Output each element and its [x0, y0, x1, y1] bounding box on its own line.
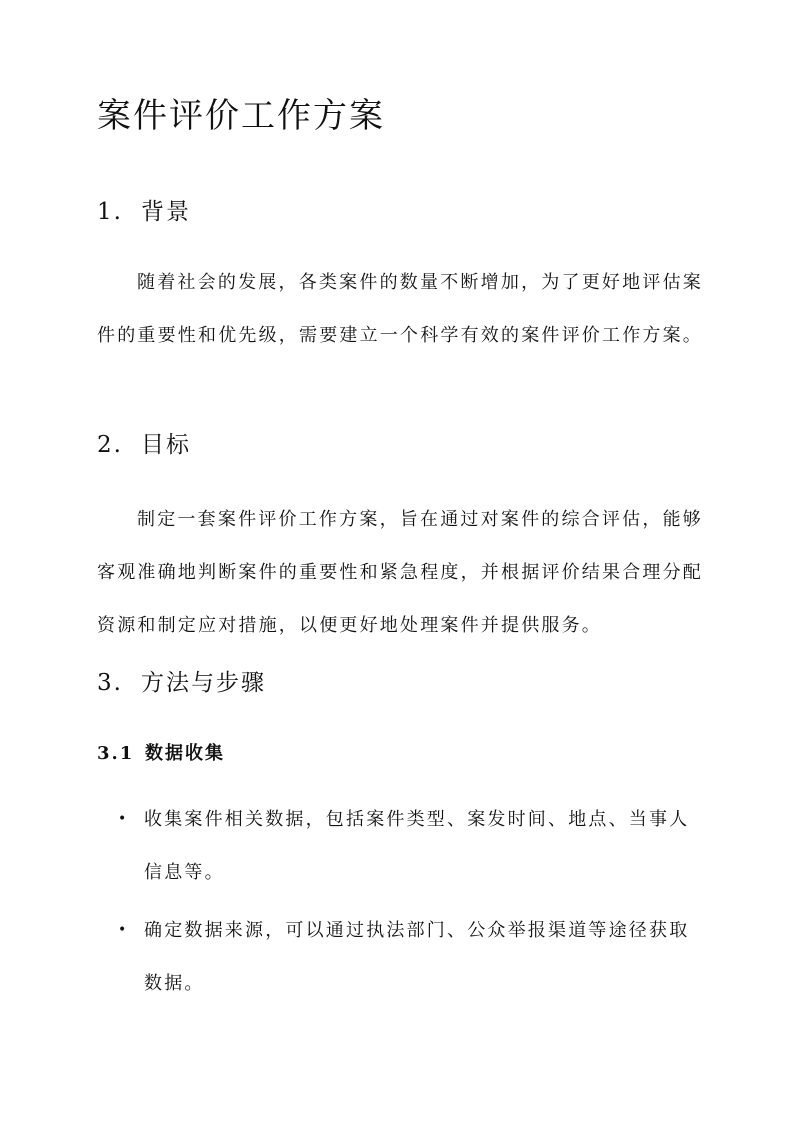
section-title: 目标 — [141, 432, 191, 458]
section-heading-method — [97, 668, 266, 698]
section-title: 方法与步骤 — [141, 670, 266, 696]
document-title: 案件评价工作方案 — [97, 96, 385, 136]
list-item-text: 收集案件相关数据，包括案件类型、案发时间、地点、当事人信息等。 — [144, 809, 690, 883]
bullet-icon: • — [118, 811, 129, 827]
subsection-heading-data-collection — [97, 742, 225, 766]
background-paragraph: 随着社会的发展，各类案件的数量不断增加，为了更好地评估案件的重要性和优先级，需要建立一个科学有效的案件评价工作方案。 — [97, 272, 703, 346]
section-number: 2. — [97, 432, 123, 458]
section-number: 1. — [97, 199, 123, 225]
list-item — [118, 904, 696, 1010]
list-item — [118, 793, 696, 899]
list-item-text: 确定数据来源，可以通过执法部门、公众举报渠道等途径获取数据。 — [144, 920, 690, 994]
subsection-number: 3.1 — [97, 743, 135, 764]
section-heading-goal — [97, 430, 191, 460]
section-title: 背景 — [141, 199, 191, 225]
goal-paragraph: 制定一套案件评价工作方案，旨在通过对案件的综合评估，能够客观准确地判断案件的重要性和紧急程度，并根据评价结果合理分配资源和制定应对措施，以便更好地处理案件并提供服务。 — [97, 509, 703, 636]
section-number: 3. — [97, 670, 123, 696]
section-heading-background — [97, 197, 191, 227]
bullet-icon: • — [118, 922, 129, 938]
subsection-title: 数据收集 — [145, 743, 225, 764]
